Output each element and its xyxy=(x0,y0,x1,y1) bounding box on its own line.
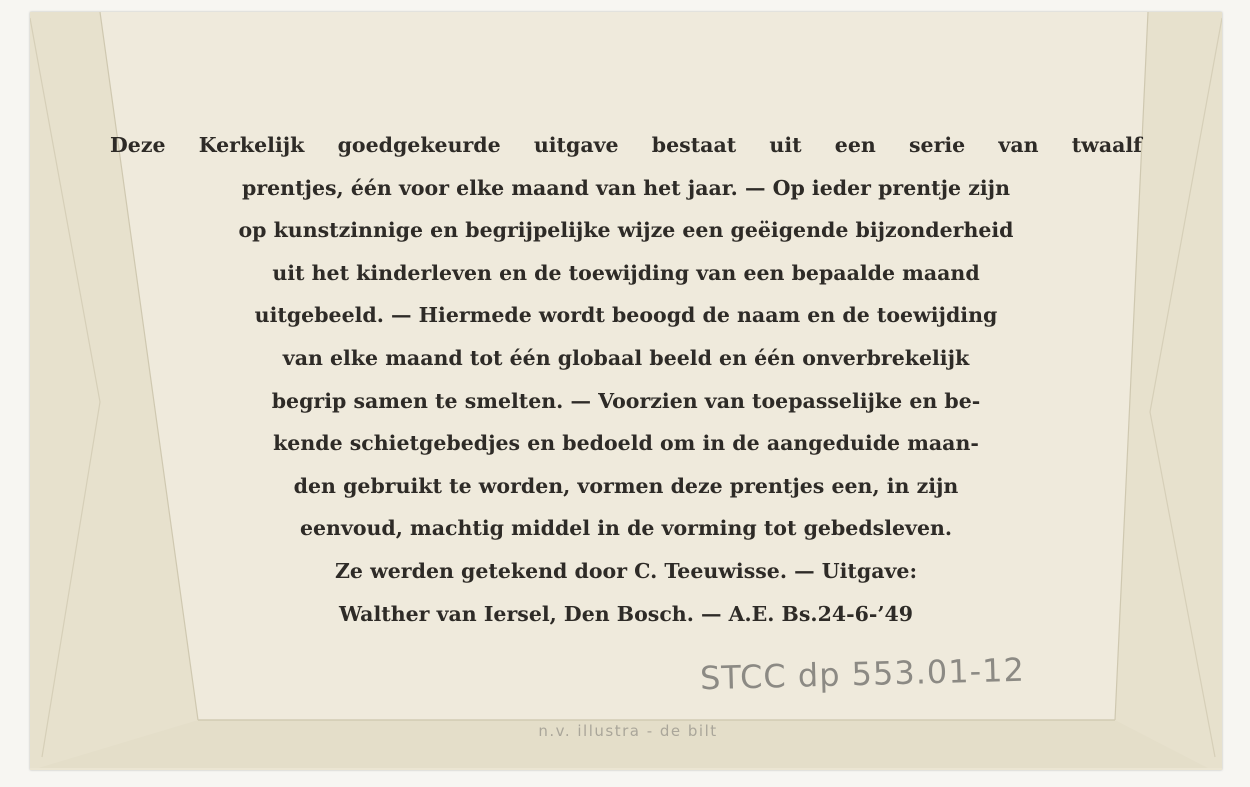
body-line-6: van elke maand tot één globaal beeld en één onverbrekelijk xyxy=(282,345,970,370)
envelope xyxy=(30,12,1222,770)
body-line-11: Ze werden getekend door C. Teeuwisse. — Uitgave: xyxy=(334,558,918,583)
body-text xyxy=(110,124,1142,635)
body-line-2: prentjes, één voor elke maand van het jaar. — Op ieder prentje zijn xyxy=(242,175,1010,200)
printer-imprint: n.v. illustra - de bilt xyxy=(538,722,718,740)
body-line-12: Walther van Iersel, Den Bosch. — A.E. Bs.24-6-’49 xyxy=(338,601,914,626)
body-line-4: uit het kinderleven en de toewijding van een bepaalde maand xyxy=(272,260,980,285)
body-line-10: eenvoud, machtig middel in de vorming tot gebedsleven. xyxy=(299,516,953,541)
body-line-9: den gebruikt te worden, vormen deze prentjes een, in zijn xyxy=(293,473,959,498)
body-line-1: Deze Kerkelijk goedgekeurde uitgave bestaat uit een serie van twaalf xyxy=(110,133,1142,157)
catalog-number-handwritten: STCC dp 553.01-12 xyxy=(699,650,1026,698)
body-line-8: kende schietgebedjes en bedoeld om in de aangeduide maan- xyxy=(273,431,979,456)
body-line-5: uitgebeeld. — Hiermede wordt beoogd de naam en de toewijding xyxy=(254,303,998,328)
body-line-7: begrip samen te smelten. — Voorzien van toepasselijke en be- xyxy=(271,388,981,413)
body-line-3: op kunstzinnige en begrijpelijke wijze een geëigende bijzonderheid xyxy=(238,218,1014,243)
